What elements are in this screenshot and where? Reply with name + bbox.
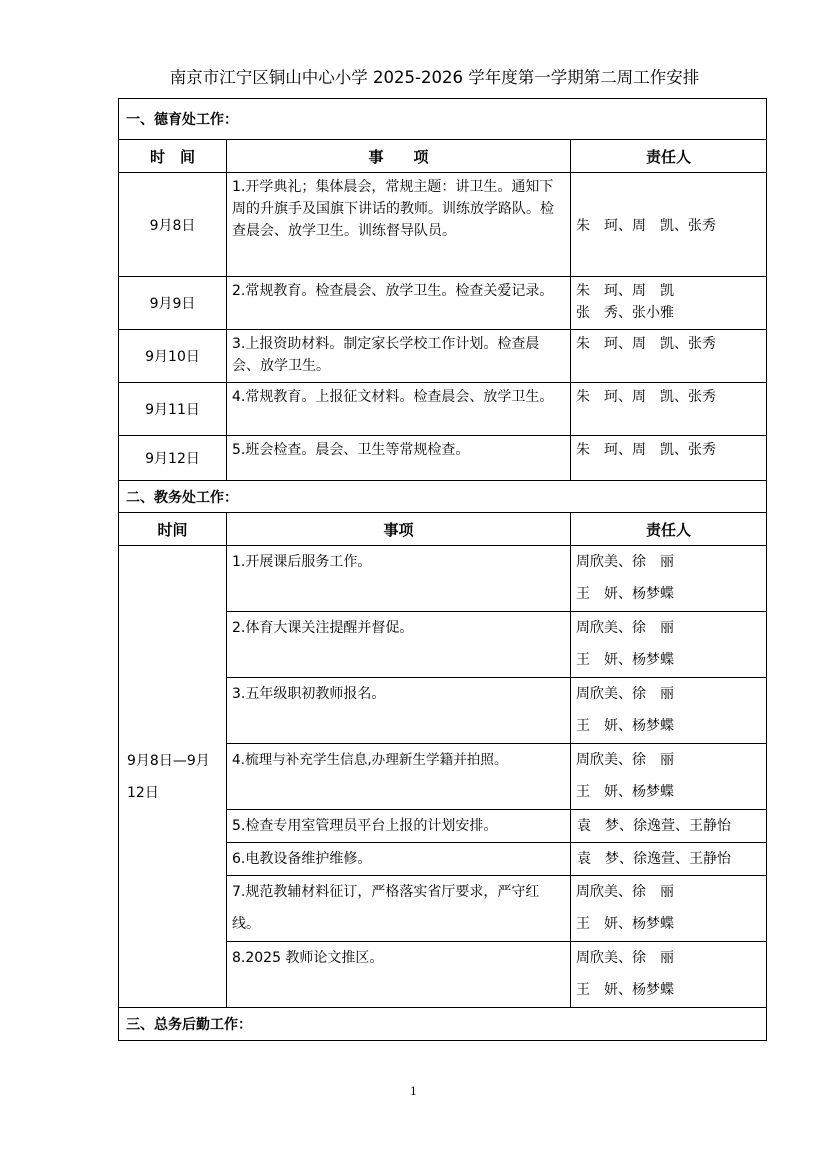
row-person: 袁 梦、徐逸萱、王静怡 — [571, 843, 767, 876]
row-date: 9月10日 — [119, 330, 227, 383]
header-person: 责任人 — [571, 513, 767, 546]
table-row — [119, 277, 767, 330]
row-date: 9月12日 — [119, 436, 227, 481]
row-person: 周欣美、徐 丽 王 妍、杨梦蝶 — [571, 876, 767, 942]
row-person: 周欣美、徐 丽 王 妍、杨梦蝶 — [571, 678, 767, 744]
row-item: 1.开学典礼；集体晨会，常规主题：讲卫生。通知下周的升旗手及国旗下讲话的教师。训练放学路队。检查晨会、放学卫生。训练督导队员。 — [227, 173, 571, 277]
row-item: 4.常规教育。上报征文材料。检查晨会、放学卫生。 — [227, 383, 571, 436]
row-item: 5.检查专用室管理员平台上报的计划安排。 — [227, 810, 571, 843]
row-person: 朱 珂、周 凯、张秀 — [571, 330, 767, 383]
row-person: 朱 珂、周 凯、张秀 — [571, 383, 767, 436]
row-person: 周欣美、徐 丽 王 妍、杨梦蝶 — [571, 744, 767, 810]
row-item: 1.开展课后服务工作。 — [227, 546, 571, 612]
header-item: 事项 — [227, 513, 571, 546]
row-person: 朱 珂、周 凯 张 秀、张小雅 — [571, 277, 767, 330]
row-item: 7.规范教辅材料征订，严格落实省厅要求，严守红线。 — [227, 876, 571, 942]
table-row — [119, 330, 767, 383]
table-row — [119, 383, 767, 436]
document-title — [0, 67, 827, 89]
row-date: 9月9日 — [119, 277, 227, 330]
row-person: 周欣美、徐 丽 王 妍、杨梦蝶 — [571, 612, 767, 678]
header-time: 时 间 — [119, 140, 227, 173]
row-date: 9月11日 — [119, 383, 227, 436]
row-person: 朱 珂、周 凯、张秀 — [571, 436, 767, 481]
section-heading-row — [119, 99, 767, 140]
row-item: 2.体育大课关注提醒并督促。 — [227, 612, 571, 678]
table-row — [119, 173, 767, 277]
row-person: 朱 珂、周 凯、张秀 — [571, 173, 767, 277]
row-item: 8.2025 教师论文推区。 — [227, 942, 571, 1008]
table-header-row — [119, 140, 767, 173]
row-person: 周欣美、徐 丽 王 妍、杨梦蝶 — [571, 546, 767, 612]
section-heading-row — [119, 1008, 767, 1041]
row-person: 周欣美、徐 丽 王 妍、杨梦蝶 — [571, 942, 767, 1008]
row-item: 3.五年级职初教师报名。 — [227, 678, 571, 744]
table-row — [119, 546, 767, 612]
row-item: 5.班会检查。晨会、卫生等常规检查。 — [227, 436, 571, 481]
academic-date-range: 9月8日—9月12日 — [119, 546, 227, 1008]
header-person: 责任人 — [571, 140, 767, 173]
document-title-text: 南京市江宁区铜山中心小学 2025-2026 学年度第一学期第二周工作安排 — [169, 68, 700, 87]
section-heading-row — [119, 481, 767, 513]
header-time: 时间 — [119, 513, 227, 546]
schedule-table — [118, 98, 767, 1041]
row-item: 4.梳理与补充学生信息,办理新生学籍并拍照。 — [227, 744, 571, 810]
table-header-row — [119, 513, 767, 546]
row-date: 9月8日 — [119, 173, 227, 277]
row-item: 3.上报资助材料。制定家长学校工作计划。检查晨会、放学卫生。 — [227, 330, 571, 383]
row-item: 2.常规教育。检查晨会、放学卫生。检查关爱记录。 — [227, 277, 571, 330]
page-number: 1 — [410, 1085, 417, 1098]
table-row — [119, 436, 767, 481]
header-item: 事 项 — [227, 140, 571, 173]
row-item: 6.电教设备维护维修。 — [227, 843, 571, 876]
section-heading-moral: 一、德育处工作： — [119, 99, 767, 140]
section-heading-academic: 二、教务处工作： — [119, 481, 767, 513]
section-heading-logistics: 三、总务后勤工作： — [119, 1008, 767, 1041]
row-person: 袁 梦、徐逸萱、王静怡 — [571, 810, 767, 843]
